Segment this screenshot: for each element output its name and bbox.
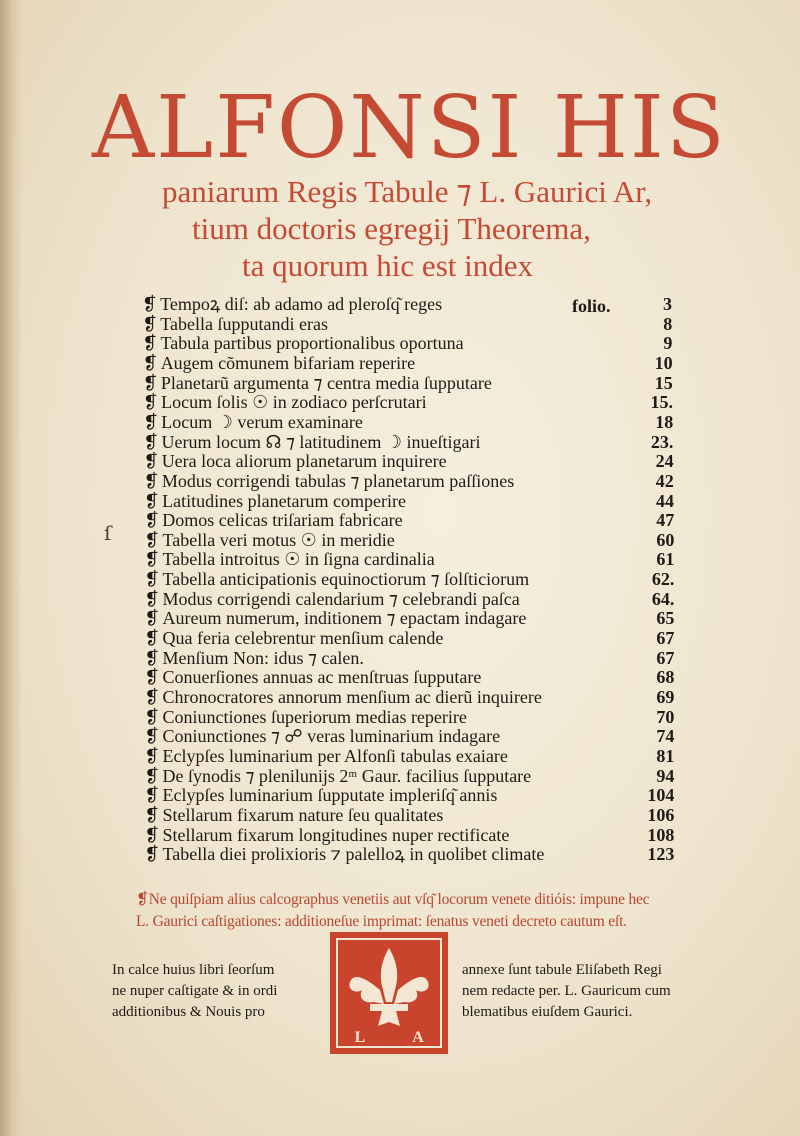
toc-entry-label <box>144 549 434 570</box>
toc-entry-folio: 70 <box>656 706 675 727</box>
colophon-left-line-3: additionibus & Nouis pro <box>112 1004 265 1020</box>
paragraph-mark-icon: ❡ <box>142 352 158 373</box>
toc-entry-folio: 104 <box>647 785 675 806</box>
toc-entry-folio: 94 <box>656 765 675 786</box>
toc-entry-text: Locum ☽ verum examinare <box>161 411 363 432</box>
toc-entry-label <box>142 333 463 354</box>
toc-entry <box>144 530 674 551</box>
toc-entry-text: Coniunctiones ⁊ ☍ veras luminarium indagare <box>162 726 501 747</box>
toc-entry <box>144 471 674 492</box>
paragraph-mark-icon: ❡ <box>144 647 160 668</box>
toc-entry-folio: 10 <box>654 352 673 373</box>
paragraph-mark-icon: ❡ <box>144 569 160 590</box>
folio-label: folio. <box>572 296 611 316</box>
privilege-line-1: ❡Ne quiſpiam alius calcographus venetiis aut vſq͂ locorum venete ditióis: impune hec <box>136 891 650 908</box>
toc-entry-folio: 64. <box>651 588 675 609</box>
title-line-1: ALFONSI HIS <box>92 78 727 178</box>
printer-mark-letter-left: L <box>354 1029 366 1046</box>
toc-entry-label <box>144 805 443 826</box>
paragraph-mark-icon: ❡ <box>144 765 160 786</box>
toc-entry <box>144 569 674 590</box>
toc-entry <box>144 825 674 846</box>
toc-entry-text: Augem cõmunem bifariam reperire <box>160 352 416 373</box>
toc-entry-text: Tabella diei prolixioris ⁊ palelloꝝ in quolibet climate <box>162 844 545 865</box>
toc-entry <box>144 746 674 767</box>
toc-entry <box>144 844 674 865</box>
toc-entry-folio: 62. <box>651 569 675 590</box>
toc-entry-label <box>144 608 526 629</box>
paragraph-mark-icon: ❡ <box>144 490 160 511</box>
toc-entry-folio: 23. <box>650 431 674 452</box>
toc-entry-text: Uera loca aliorum planetarum inquirere <box>161 451 447 472</box>
colophon-left-line-2: ne nuper caſtigate & in ordi <box>112 983 278 999</box>
toc-entry <box>143 412 673 433</box>
toc-entry <box>143 432 673 453</box>
paragraph-mark-icon: ❡ <box>144 824 160 845</box>
toc-entry-folio: 67 <box>656 647 675 668</box>
paragraph-mark-icon: ❡ <box>144 804 160 825</box>
toc-entry <box>144 510 674 531</box>
title-line-3: tium doctoris egregij Theorema, <box>192 211 591 246</box>
paragraph-mark-icon: ❡ <box>143 392 159 413</box>
toc-entry-label <box>143 412 363 433</box>
toc-entry-label <box>144 726 500 747</box>
paragraph-mark-icon: ❡ <box>142 313 158 334</box>
toc-entry-folio: 44 <box>656 490 674 511</box>
paragraph-mark-icon: ❡ <box>144 785 160 806</box>
paragraph-mark-icon: ❡ <box>144 549 160 570</box>
toc-entry <box>144 766 674 787</box>
toc-entry-text: Tabella ſupputandi eras <box>160 313 328 334</box>
toc-entry-folio: 68 <box>656 667 675 688</box>
privilege-line-2: L. Gaurici caſtigationes: additioneſue imprimat: ſenatus veneti decreto cautum eſt. <box>136 913 627 930</box>
toc-entry <box>144 707 674 728</box>
toc-entry-label <box>144 687 541 708</box>
toc-entry-text: Chronocratores annorum menſium ac dierũ inquirere <box>162 687 542 707</box>
toc-entry-folio: 47 <box>656 510 675 531</box>
paragraph-mark-icon: ❡ <box>143 451 159 472</box>
toc-entry-text: De ſynodis ⁊ plenilunijs 2ᵐ Gaur. facilius ſupputare <box>162 765 532 786</box>
toc-entry <box>144 491 674 512</box>
toc-entry <box>142 314 672 335</box>
toc-entry-label <box>144 589 519 610</box>
toc-entry-text: Tabella veri motus ☉ in meridie <box>162 529 395 550</box>
toc-entry-text: Aureum numerum, inditionem ⁊ epactam indagare <box>162 608 527 629</box>
toc-entry <box>144 805 674 826</box>
toc-entry <box>144 589 674 610</box>
ink-flourish: ſ <box>104 521 112 545</box>
toc-entry-folio: 24 <box>655 451 674 472</box>
paragraph-mark-icon: ❡ <box>143 470 159 491</box>
paragraph-mark-icon: ❡ <box>143 431 159 452</box>
toc-entry-label <box>144 844 544 865</box>
toc-entry-text: Stellarum fixarum nature ſeu qualitates <box>162 804 444 825</box>
paragraph-mark-icon: ❡ <box>144 628 160 649</box>
colophon-right-line-3: blematibus eiuſdem Gaurici. <box>462 1004 633 1020</box>
toc-entry-label <box>144 451 447 472</box>
toc-entry <box>144 451 674 472</box>
toc-entry-folio: 15. <box>650 392 673 413</box>
toc-entry-folio: 8 <box>663 313 673 334</box>
colophon-right-line-1: annexe ſunt tabule Eliſabeth Regi <box>462 962 662 978</box>
paragraph-mark-icon: ❡ <box>144 706 160 727</box>
paragraph-mark-icon: ❡ <box>144 745 160 766</box>
toc-entry-text: Tabula partibus proportionalibus oportuna <box>160 333 464 354</box>
toc-entry-folio: 61 <box>656 549 675 570</box>
toc-entry-label <box>144 471 514 492</box>
toc-entry-text: Eclypſes luminarium ſupputate impleriſq͂ annis <box>162 785 498 806</box>
toc-entry-folio: 108 <box>647 824 675 845</box>
toc-entry <box>143 392 673 413</box>
printer-mark-fleur-de-lis-icon <box>330 932 448 1054</box>
toc-entry-label <box>143 432 480 453</box>
printer-mark-letter-right: A <box>412 1029 424 1046</box>
toc-entry-text: Menſium Non: idus ⁊ calen. <box>162 647 364 668</box>
toc-entry-text: Latitudines planetarum comperire <box>162 490 406 511</box>
toc-entry <box>144 667 674 688</box>
toc-entry-text: Coniunctiones ſuperiorum medias reperire <box>162 706 467 727</box>
paragraph-mark-icon: ❡ <box>144 510 160 531</box>
paragraph-mark-icon: ❡ <box>144 667 160 688</box>
toc-entry-label <box>142 314 328 335</box>
toc-entry-text: Planetarũ argumenta ⁊ centra media ſupputare <box>160 372 492 393</box>
toc-entry-label <box>144 667 481 688</box>
toc-entry <box>144 648 674 669</box>
toc-entry <box>144 628 674 649</box>
toc-entry-label <box>144 530 394 551</box>
toc-entry <box>144 785 674 806</box>
colophon-left-line-1: In calce huius libri ſeorſum <box>112 962 275 978</box>
toc-entry-label <box>144 569 529 590</box>
toc-entry-text: Modus corrigendi tabulas ⁊ planetarum paſſiones <box>161 470 515 491</box>
toc-entry-folio: 81 <box>656 745 675 766</box>
toc-entry-label <box>144 707 467 728</box>
toc-entry-label <box>144 510 402 531</box>
toc-entry-label <box>144 785 497 806</box>
paragraph-mark-icon: ❡ <box>142 333 158 354</box>
toc-entry <box>144 687 674 708</box>
paragraph-mark-icon: ❡ <box>143 411 159 432</box>
toc-entry <box>142 333 672 354</box>
toc-entry-text: Stellarum fixarum longitudines nuper rectificate <box>162 824 510 845</box>
toc-entry-label <box>144 628 443 649</box>
toc-entry-label <box>144 766 531 787</box>
paragraph-mark-icon: ❡ <box>144 687 160 707</box>
toc-entry-text: Conuerſiones annuas ac menſtruas ſupputare <box>162 667 482 688</box>
paragraph-mark-icon: ❡ <box>144 608 160 629</box>
toc-entry-text: Qua feria celebrentur menſium calende <box>162 628 444 649</box>
paragraph-mark-icon: ❡ <box>144 726 160 747</box>
toc-entry-folio: 15 <box>654 372 673 393</box>
paragraph-mark-icon: ❡ <box>144 529 160 550</box>
toc-entry-folio: 74 <box>656 726 675 747</box>
toc-entry-folio: 67 <box>656 628 675 649</box>
toc-entry-text: Locum ſolis ☉ in zodiaco perſcrutari <box>161 392 427 413</box>
toc-entry-text: Tabella introitus ☉ in ſigna cardinalia <box>162 549 435 570</box>
toc-entry-label <box>144 491 406 512</box>
toc-entry-label <box>144 825 509 846</box>
paragraph-mark-icon: ❡ <box>142 372 158 393</box>
toc-entry-text: Tempoꝝ diſ: ab adamo ad pleroſq͂ reges <box>160 294 443 314</box>
toc-entry <box>143 353 673 374</box>
toc-entry-folio: 3 <box>663 294 672 314</box>
toc-entry-text: Eclypſes luminarium per Alfonſi tabulas exaiare <box>162 745 508 766</box>
paragraph-mark-icon: ❡ <box>144 588 160 609</box>
toc-entry-folio: 123 <box>647 844 675 865</box>
toc-entry-label <box>143 353 415 374</box>
toc-entry-folio: 106 <box>647 804 675 825</box>
toc-entry <box>143 373 673 394</box>
toc-entry-folio: 65 <box>656 608 675 629</box>
toc-entry <box>144 726 674 747</box>
toc-entry <box>142 294 672 315</box>
toc-entry-folio: 60 <box>656 529 675 550</box>
toc-entry-folio: 42 <box>655 470 674 491</box>
toc-entry-folio: 69 <box>656 687 675 707</box>
toc-entry <box>144 549 674 570</box>
toc-entry-text: Tabella anticipationis equinoctiorum ⁊ ſolſticiorum <box>162 569 530 590</box>
paragraph-mark-icon: ❡ <box>142 294 158 314</box>
toc-entry-label <box>144 746 508 767</box>
toc-entry-text: Domos celicas triſariam fabricare <box>162 510 403 531</box>
toc-entry-folio: 9 <box>663 333 673 354</box>
toc-entry-label <box>143 373 492 394</box>
toc-entry-text: Uerum locum ☊ ⁊ latitudinem ☽ inueſtigari <box>161 431 481 452</box>
toc-entry-label <box>143 392 427 413</box>
toc-entry-folio: 18 <box>655 411 674 432</box>
toc-entry-label <box>144 648 364 669</box>
toc-entry <box>144 608 674 629</box>
title-line-2: paniarum Regis Tabule ⁊ L. Gaurici Ar, <box>162 174 653 209</box>
toc-entry-label <box>142 294 442 315</box>
toc-entry-text: Modus corrigendi calendarium ⁊ celebrandi paſca <box>162 588 520 609</box>
title-line-4: ta quorum hic est index <box>242 248 533 283</box>
colophon-right-line-2: nem redacte per. L. Gauricum cum <box>462 983 671 999</box>
paragraph-mark-icon: ❡ <box>144 844 160 865</box>
